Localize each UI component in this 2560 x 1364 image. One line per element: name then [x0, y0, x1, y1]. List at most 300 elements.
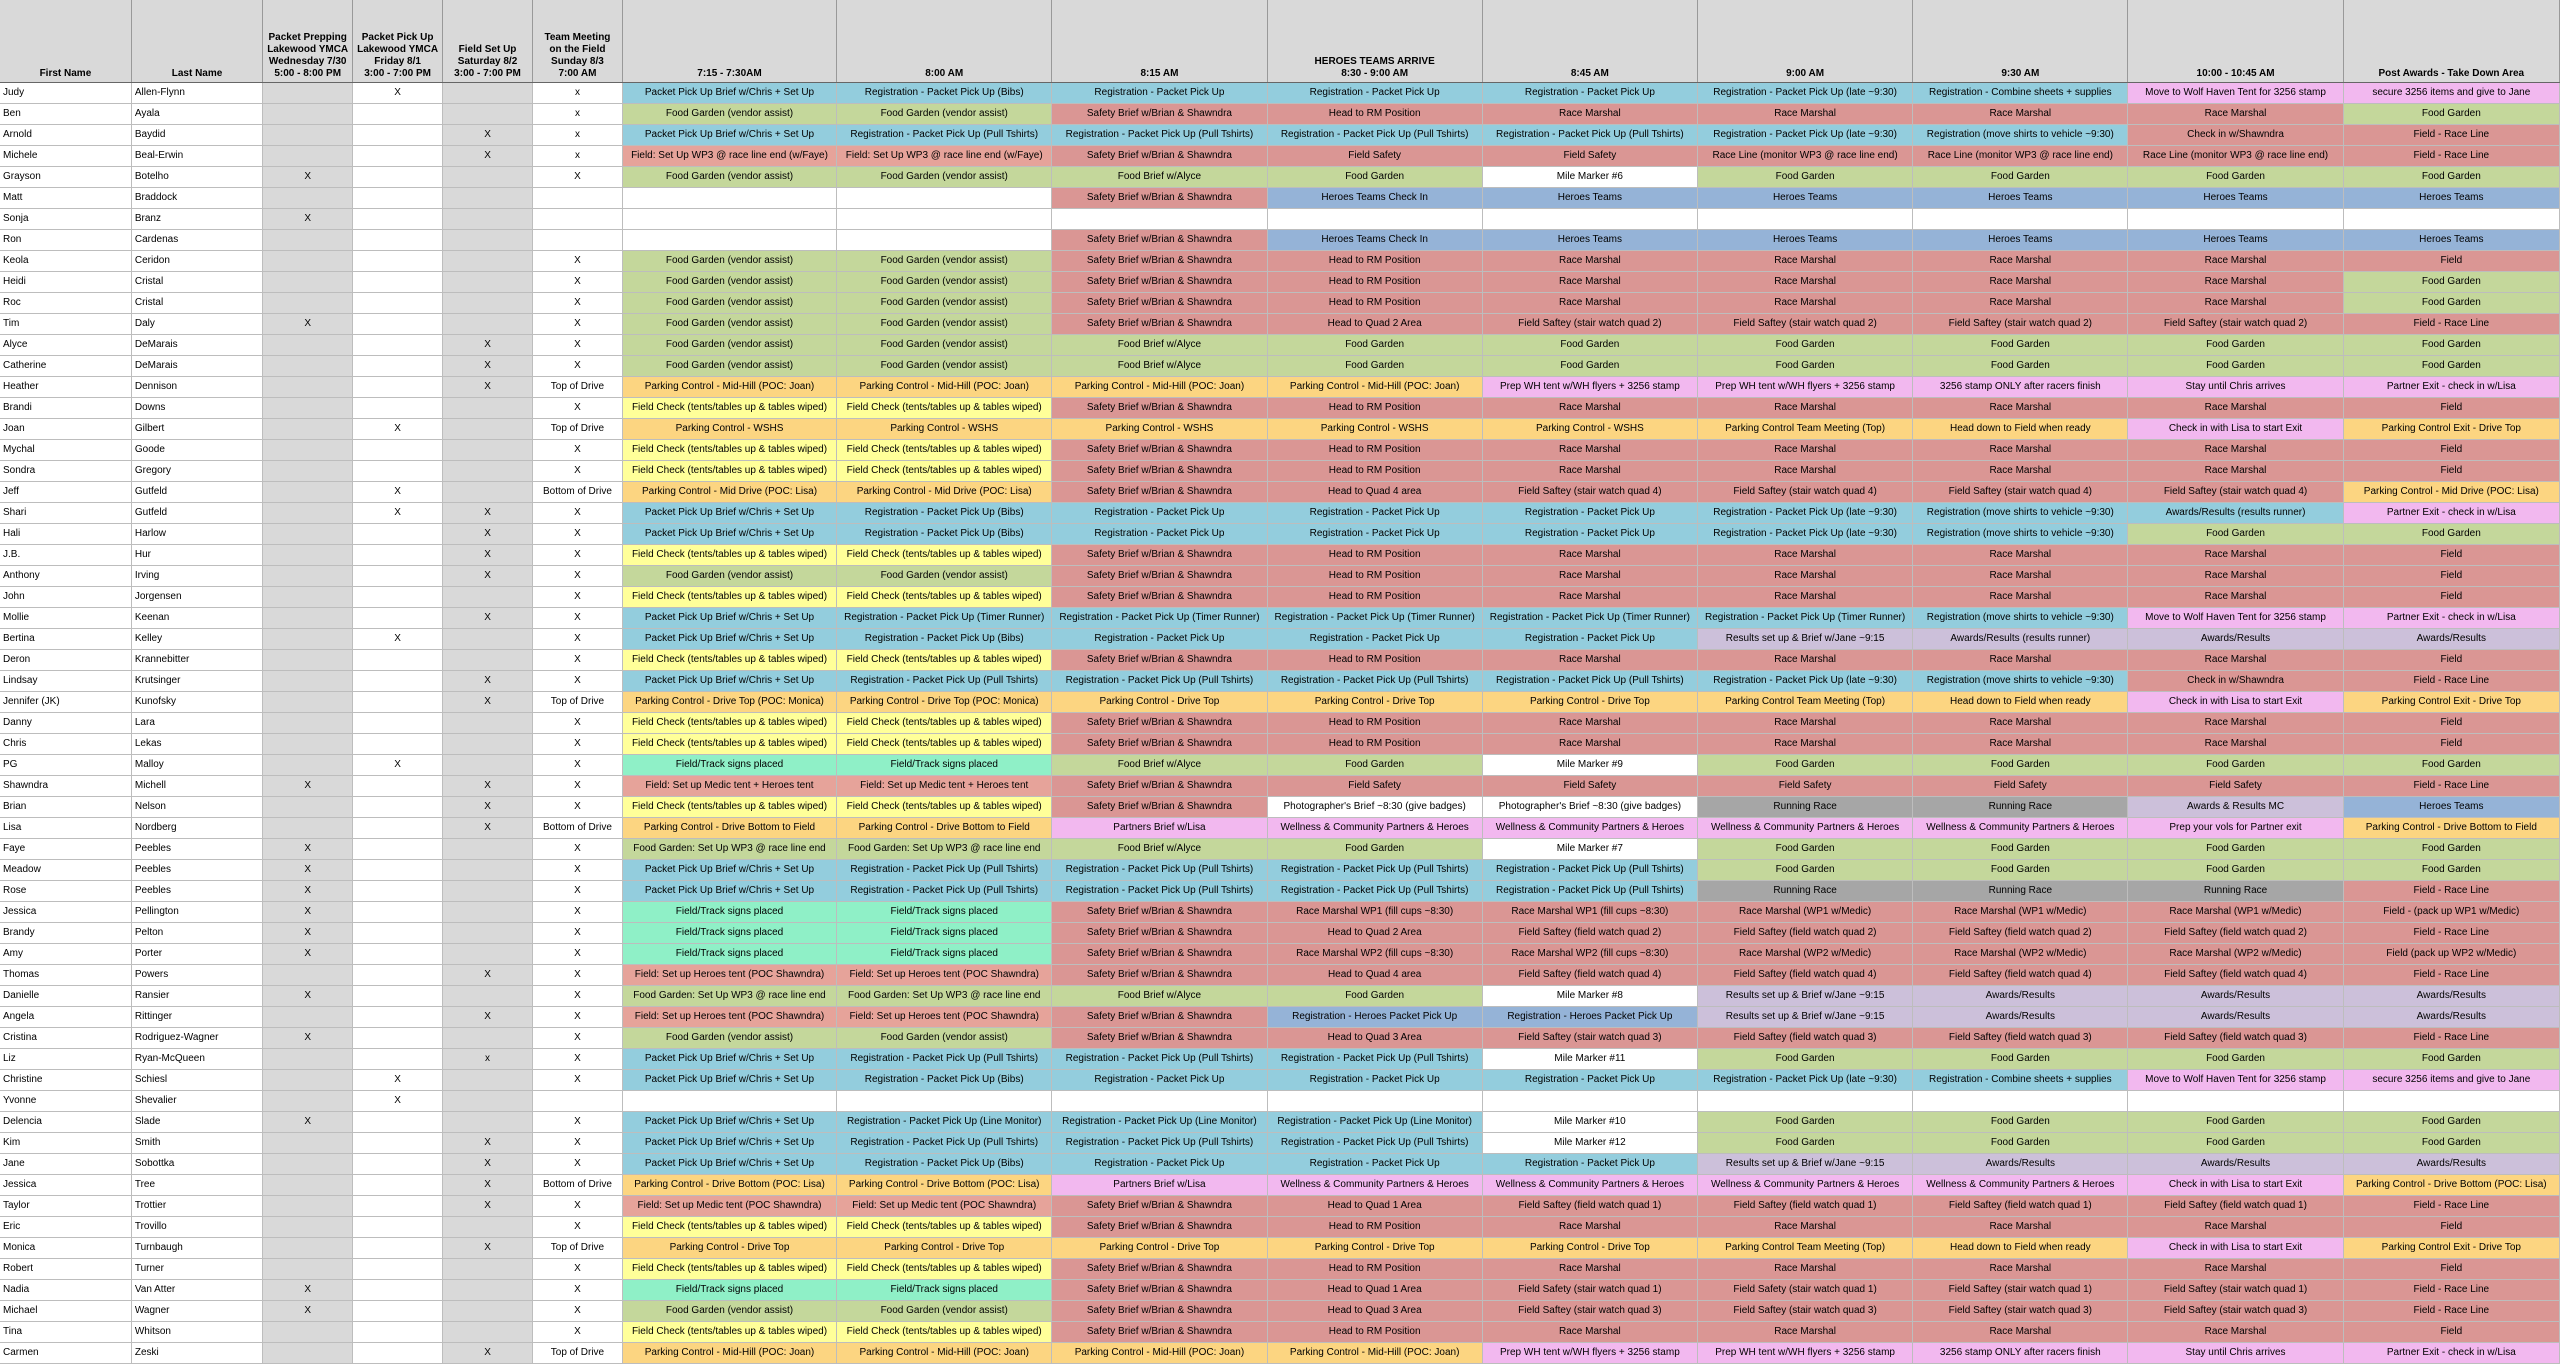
- cell-last-name[interactable]: Slade: [131, 1112, 262, 1133]
- cell-assignment-slot-4[interactable]: Head to RM Position: [1267, 587, 1482, 608]
- cell-first-name[interactable]: Shawndra: [0, 776, 131, 797]
- cell-assignment-slot-4[interactable]: Registration - Packet Pick Up (Pull Tshirts): [1267, 671, 1482, 692]
- cell-team-meeting[interactable]: [532, 209, 622, 230]
- cell-packet-pick-up[interactable]: [353, 1238, 443, 1259]
- cell-first-name[interactable]: Brandy: [0, 923, 131, 944]
- cell-assignment-slot-6[interactable]: [1697, 209, 1912, 230]
- cell-assignment-slot-1[interactable]: Food Garden: Set Up WP3 @ race line end: [622, 986, 836, 1007]
- cell-assignment-slot-9[interactable]: Food Garden: [2343, 1049, 2559, 1070]
- cell-assignment-slot-1[interactable]: Packet Pick Up Brief w/Chris + Set Up: [622, 881, 836, 902]
- cell-last-name[interactable]: Ryan-McQueen: [131, 1049, 262, 1070]
- cell-assignment-slot-7[interactable]: Race Marshal: [1913, 461, 2128, 482]
- cell-assignment-slot-2[interactable]: Field/Track signs placed: [837, 1280, 1052, 1301]
- cell-assignment-slot-4[interactable]: Head to Quad 4 area: [1267, 482, 1482, 503]
- cell-assignment-slot-7[interactable]: Awards/Results: [1913, 986, 2128, 1007]
- cell-packet-pick-up[interactable]: [353, 566, 443, 587]
- cell-packet-prepping[interactable]: [263, 818, 353, 839]
- cell-field-set-up[interactable]: [443, 902, 533, 923]
- cell-assignment-slot-4[interactable]: Field Safety: [1267, 776, 1482, 797]
- cell-assignment-slot-7[interactable]: Race Marshal: [1913, 587, 2128, 608]
- cell-team-meeting[interactable]: X: [532, 734, 622, 755]
- cell-assignment-slot-9[interactable]: Food Garden: [2343, 356, 2559, 377]
- cell-team-meeting[interactable]: X: [532, 902, 622, 923]
- cell-assignment-slot-7[interactable]: Race Marshal: [1913, 1259, 2128, 1280]
- cell-team-meeting[interactable]: [532, 1091, 622, 1112]
- cell-assignment-slot-3[interactable]: Parking Control - Drive Top: [1052, 692, 1267, 713]
- cell-packet-pick-up[interactable]: X: [353, 419, 443, 440]
- cell-packet-pick-up[interactable]: [353, 965, 443, 986]
- cell-last-name[interactable]: Trottier: [131, 1196, 262, 1217]
- cell-assignment-slot-5[interactable]: Parking Control - WSHS: [1482, 419, 1697, 440]
- cell-assignment-slot-5[interactable]: Registration - Packet Pick Up: [1482, 1154, 1697, 1175]
- cell-assignment-slot-9[interactable]: Field: [2343, 440, 2559, 461]
- cell-assignment-slot-8[interactable]: Awards/Results: [2128, 1007, 2343, 1028]
- cell-packet-pick-up[interactable]: [353, 797, 443, 818]
- cell-assignment-slot-3[interactable]: Partners Brief w/Lisa: [1052, 1175, 1267, 1196]
- cell-last-name[interactable]: Nordberg: [131, 818, 262, 839]
- cell-assignment-slot-7[interactable]: 3256 stamp ONLY after racers finish: [1913, 1343, 2128, 1364]
- cell-assignment-slot-8[interactable]: Food Garden: [2128, 755, 2343, 776]
- cell-last-name[interactable]: Harlow: [131, 524, 262, 545]
- cell-assignment-slot-8[interactable]: Move to Wolf Haven Tent for 3256 stamp: [2128, 608, 2343, 629]
- cell-field-set-up[interactable]: [443, 440, 533, 461]
- cell-assignment-slot-6[interactable]: Food Garden: [1697, 839, 1912, 860]
- cell-field-set-up[interactable]: [443, 482, 533, 503]
- cell-field-set-up[interactable]: X: [443, 1154, 533, 1175]
- cell-packet-prepping[interactable]: [263, 335, 353, 356]
- cell-assignment-slot-7[interactable]: Race Marshal: [1913, 251, 2128, 272]
- cell-assignment-slot-7[interactable]: Food Garden: [1913, 167, 2128, 188]
- cell-assignment-slot-7[interactable]: Head down to Field when ready: [1913, 1238, 2128, 1259]
- cell-assignment-slot-7[interactable]: Head down to Field when ready: [1913, 419, 2128, 440]
- cell-assignment-slot-2[interactable]: Registration - Packet Pick Up (Pull Tshirts): [837, 671, 1052, 692]
- cell-assignment-slot-3[interactable]: [1052, 209, 1267, 230]
- cell-packet-prepping[interactable]: X: [263, 1028, 353, 1049]
- cell-field-set-up[interactable]: [443, 860, 533, 881]
- cell-first-name[interactable]: Meadow: [0, 860, 131, 881]
- cell-team-meeting[interactable]: Top of Drive: [532, 1343, 622, 1364]
- cell-packet-prepping[interactable]: [263, 734, 353, 755]
- cell-packet-prepping[interactable]: [263, 1238, 353, 1259]
- cell-assignment-slot-6[interactable]: Race Marshal: [1697, 461, 1912, 482]
- cell-assignment-slot-8[interactable]: Check in with Lisa to start Exit: [2128, 1238, 2343, 1259]
- cell-assignment-slot-4[interactable]: Food Garden: [1267, 839, 1482, 860]
- cell-last-name[interactable]: Irving: [131, 566, 262, 587]
- cell-assignment-slot-8[interactable]: Race Marshal: [2128, 440, 2343, 461]
- cell-team-meeting[interactable]: X: [532, 1112, 622, 1133]
- cell-field-set-up[interactable]: X: [443, 566, 533, 587]
- cell-packet-pick-up[interactable]: [353, 230, 443, 251]
- cell-assignment-slot-4[interactable]: Food Garden: [1267, 167, 1482, 188]
- cell-assignment-slot-9[interactable]: Heroes Teams: [2343, 797, 2559, 818]
- cell-last-name[interactable]: Ransier: [131, 986, 262, 1007]
- cell-assignment-slot-1[interactable]: Field: Set Up WP3 @ race line end (w/Faye): [622, 146, 836, 167]
- cell-assignment-slot-6[interactable]: Food Garden: [1697, 860, 1912, 881]
- cell-assignment-slot-3[interactable]: Safety Brief w/Brian & Shawndra: [1052, 965, 1267, 986]
- cell-packet-prepping[interactable]: X: [263, 1301, 353, 1322]
- cell-assignment-slot-1[interactable]: Packet Pick Up Brief w/Chris + Set Up: [622, 125, 836, 146]
- cell-assignment-slot-5[interactable]: Race Marshal: [1482, 1259, 1697, 1280]
- cell-team-meeting[interactable]: X: [532, 1280, 622, 1301]
- cell-assignment-slot-1[interactable]: Parking Control - Drive Bottom (POC: Lisa): [622, 1175, 836, 1196]
- cell-assignment-slot-8[interactable]: Field Saftey (stair watch quad 3): [2128, 1301, 2343, 1322]
- cell-assignment-slot-3[interactable]: [1052, 1091, 1267, 1112]
- cell-first-name[interactable]: Michele: [0, 146, 131, 167]
- cell-assignment-slot-1[interactable]: Parking Control - Mid-Hill (POC: Joan): [622, 1343, 836, 1364]
- cell-assignment-slot-8[interactable]: Check in with Lisa to start Exit: [2128, 692, 2343, 713]
- cell-packet-pick-up[interactable]: [353, 251, 443, 272]
- cell-assignment-slot-2[interactable]: Field: Set up Heroes tent (POC Shawndra): [837, 965, 1052, 986]
- cell-assignment-slot-7[interactable]: Race Marshal: [1913, 545, 2128, 566]
- cell-assignment-slot-3[interactable]: Food Brief w/Alyce: [1052, 356, 1267, 377]
- cell-assignment-slot-6[interactable]: Wellness & Community Partners & Heroes: [1697, 1175, 1912, 1196]
- cell-assignment-slot-9[interactable]: Field: [2343, 650, 2559, 671]
- cell-assignment-slot-9[interactable]: Field: [2343, 713, 2559, 734]
- cell-assignment-slot-5[interactable]: Field Saftey (field watch quad 2): [1482, 923, 1697, 944]
- cell-assignment-slot-6[interactable]: Results set up & Brief w/Jane ~9:15: [1697, 1007, 1912, 1028]
- cell-assignment-slot-9[interactable]: Field - Race Line: [2343, 1280, 2559, 1301]
- cell-assignment-slot-1[interactable]: Packet Pick Up Brief w/Chris + Set Up: [622, 671, 836, 692]
- cell-assignment-slot-7[interactable]: Registration (move shirts to vehicle ~9:30): [1913, 125, 2128, 146]
- cell-assignment-slot-7[interactable]: Heroes Teams: [1913, 230, 2128, 251]
- cell-assignment-slot-1[interactable]: Parking Control - Drive Top: [622, 1238, 836, 1259]
- cell-packet-pick-up[interactable]: [353, 188, 443, 209]
- cell-first-name[interactable]: Eric: [0, 1217, 131, 1238]
- cell-last-name[interactable]: Cristal: [131, 272, 262, 293]
- cell-assignment-slot-3[interactable]: Parking Control - Mid-Hill (POC: Joan): [1052, 1343, 1267, 1364]
- cell-packet-prepping[interactable]: [263, 608, 353, 629]
- cell-assignment-slot-3[interactable]: Safety Brief w/Brian & Shawndra: [1052, 1196, 1267, 1217]
- cell-packet-prepping[interactable]: [263, 545, 353, 566]
- cell-field-set-up[interactable]: [443, 587, 533, 608]
- cell-packet-pick-up[interactable]: [353, 167, 443, 188]
- cell-assignment-slot-5[interactable]: Race Marshal: [1482, 251, 1697, 272]
- cell-last-name[interactable]: Porter: [131, 944, 262, 965]
- cell-assignment-slot-9[interactable]: Food Garden: [2343, 293, 2559, 314]
- cell-assignment-slot-8[interactable]: Race Marshal: [2128, 293, 2343, 314]
- cell-assignment-slot-3[interactable]: Safety Brief w/Brian & Shawndra: [1052, 482, 1267, 503]
- cell-assignment-slot-8[interactable]: Race Marshal: [2128, 1259, 2343, 1280]
- cell-assignment-slot-5[interactable]: Registration - Packet Pick Up: [1482, 83, 1697, 104]
- cell-team-meeting[interactable]: X: [532, 608, 622, 629]
- cell-assignment-slot-6[interactable]: Race Marshal: [1697, 1259, 1912, 1280]
- cell-assignment-slot-7[interactable]: Food Garden: [1913, 1049, 2128, 1070]
- cell-assignment-slot-6[interactable]: Race Marshal: [1697, 1322, 1912, 1343]
- cell-last-name[interactable]: Kelley: [131, 629, 262, 650]
- cell-assignment-slot-2[interactable]: Parking Control - Mid-Hill (POC: Joan): [837, 377, 1052, 398]
- cell-assignment-slot-5[interactable]: Parking Control - Drive Top: [1482, 692, 1697, 713]
- cell-assignment-slot-3[interactable]: Registration - Packet Pick Up: [1052, 1070, 1267, 1091]
- cell-assignment-slot-5[interactable]: Registration - Packet Pick Up: [1482, 1070, 1697, 1091]
- cell-assignment-slot-3[interactable]: Safety Brief w/Brian & Shawndra: [1052, 272, 1267, 293]
- cell-assignment-slot-5[interactable]: Registration - Packet Pick Up (Pull Tshirts): [1482, 125, 1697, 146]
- cell-field-set-up[interactable]: [443, 188, 533, 209]
- cell-assignment-slot-5[interactable]: Race Marshal: [1482, 713, 1697, 734]
- cell-packet-prepping[interactable]: X: [263, 881, 353, 902]
- cell-assignment-slot-8[interactable]: Heroes Teams: [2128, 188, 2343, 209]
- cell-assignment-slot-9[interactable]: Parking Control Exit - Drive Top: [2343, 1238, 2559, 1259]
- cell-assignment-slot-8[interactable]: Food Garden: [2128, 860, 2343, 881]
- cell-assignment-slot-4[interactable]: Wellness & Community Partners & Heroes: [1267, 1175, 1482, 1196]
- cell-field-set-up[interactable]: [443, 650, 533, 671]
- cell-assignment-slot-1[interactable]: Packet Pick Up Brief w/Chris + Set Up: [622, 629, 836, 650]
- cell-assignment-slot-1[interactable]: Packet Pick Up Brief w/Chris + Set Up: [622, 83, 836, 104]
- cell-assignment-slot-4[interactable]: Registration - Packet Pick Up: [1267, 524, 1482, 545]
- cell-field-set-up[interactable]: [443, 881, 533, 902]
- cell-assignment-slot-6[interactable]: Field Saftey (field watch quad 3): [1697, 1028, 1912, 1049]
- cell-assignment-slot-4[interactable]: Head to Quad 3 Area: [1267, 1301, 1482, 1322]
- cell-assignment-slot-4[interactable]: Head to RM Position: [1267, 1322, 1482, 1343]
- cell-assignment-slot-2[interactable]: Field: Set up Heroes tent (POC Shawndra): [837, 1007, 1052, 1028]
- cell-assignment-slot-2[interactable]: Field Check (tents/tables up & tables wiped): [837, 398, 1052, 419]
- cell-field-set-up[interactable]: [443, 629, 533, 650]
- cell-first-name[interactable]: Tina: [0, 1322, 131, 1343]
- header-slot-6[interactable]: [1697, 0, 1912, 83]
- cell-packet-pick-up[interactable]: [353, 671, 443, 692]
- cell-packet-prepping[interactable]: [263, 671, 353, 692]
- cell-team-meeting[interactable]: X: [532, 356, 622, 377]
- cell-assignment-slot-1[interactable]: Packet Pick Up Brief w/Chris + Set Up: [622, 1154, 836, 1175]
- cell-packet-pick-up[interactable]: [353, 209, 443, 230]
- cell-assignment-slot-5[interactable]: Registration - Packet Pick Up: [1482, 629, 1697, 650]
- cell-packet-pick-up[interactable]: X: [353, 629, 443, 650]
- cell-assignment-slot-5[interactable]: Race Marshal: [1482, 545, 1697, 566]
- cell-packet-prepping[interactable]: [263, 1175, 353, 1196]
- cell-assignment-slot-7[interactable]: Wellness & Community Partners & Heroes: [1913, 818, 2128, 839]
- cell-team-meeting[interactable]: X: [532, 1049, 622, 1070]
- cell-assignment-slot-1[interactable]: Packet Pick Up Brief w/Chris + Set Up: [622, 524, 836, 545]
- cell-assignment-slot-8[interactable]: Awards/Results (results runner): [2128, 503, 2343, 524]
- cell-packet-pick-up[interactable]: [353, 314, 443, 335]
- cell-first-name[interactable]: Cristina: [0, 1028, 131, 1049]
- cell-packet-pick-up[interactable]: [353, 398, 443, 419]
- cell-assignment-slot-8[interactable]: Race Marshal: [2128, 713, 2343, 734]
- cell-team-meeting[interactable]: X: [532, 1007, 622, 1028]
- cell-assignment-slot-1[interactable]: Packet Pick Up Brief w/Chris + Set Up: [622, 1070, 836, 1091]
- cell-packet-prepping[interactable]: [263, 440, 353, 461]
- cell-assignment-slot-9[interactable]: Field: [2343, 1322, 2559, 1343]
- cell-assignment-slot-1[interactable]: [622, 188, 836, 209]
- cell-assignment-slot-1[interactable]: Field/Track signs placed: [622, 1280, 836, 1301]
- cell-packet-prepping[interactable]: X: [263, 923, 353, 944]
- cell-packet-prepping[interactable]: [263, 1196, 353, 1217]
- cell-first-name[interactable]: Robert: [0, 1259, 131, 1280]
- cell-first-name[interactable]: J.B.: [0, 545, 131, 566]
- cell-assignment-slot-5[interactable]: Race Marshal: [1482, 1217, 1697, 1238]
- cell-packet-pick-up[interactable]: [353, 650, 443, 671]
- cell-first-name[interactable]: Heidi: [0, 272, 131, 293]
- cell-assignment-slot-4[interactable]: Registration - Packet Pick Up: [1267, 1154, 1482, 1175]
- cell-assignment-slot-5[interactable]: Race Marshal: [1482, 734, 1697, 755]
- cell-field-set-up[interactable]: [443, 1091, 533, 1112]
- cell-assignment-slot-1[interactable]: Field/Track signs placed: [622, 944, 836, 965]
- cell-assignment-slot-6[interactable]: Race Marshal (WP1 w/Medic): [1697, 902, 1912, 923]
- cell-assignment-slot-7[interactable]: Race Marshal: [1913, 566, 2128, 587]
- cell-assignment-slot-6[interactable]: [1697, 1091, 1912, 1112]
- cell-assignment-slot-9[interactable]: Food Garden: [2343, 335, 2559, 356]
- cell-assignment-slot-5[interactable]: Field Saftey (stair watch quad 3): [1482, 1301, 1697, 1322]
- cell-assignment-slot-1[interactable]: Food Garden (vendor assist): [622, 104, 836, 125]
- cell-assignment-slot-8[interactable]: Race Marshal: [2128, 104, 2343, 125]
- cell-assignment-slot-3[interactable]: Safety Brief w/Brian & Shawndra: [1052, 461, 1267, 482]
- cell-packet-pick-up[interactable]: [353, 1301, 443, 1322]
- cell-assignment-slot-6[interactable]: Registration - Packet Pick Up (late ~9:30): [1697, 524, 1912, 545]
- cell-assignment-slot-4[interactable]: [1267, 209, 1482, 230]
- cell-packet-prepping[interactable]: [263, 461, 353, 482]
- cell-first-name[interactable]: Carmen: [0, 1343, 131, 1364]
- cell-team-meeting[interactable]: X: [532, 839, 622, 860]
- cell-assignment-slot-4[interactable]: Head to RM Position: [1267, 734, 1482, 755]
- cell-field-set-up[interactable]: [443, 314, 533, 335]
- cell-assignment-slot-1[interactable]: Field Check (tents/tables up & tables wiped): [622, 713, 836, 734]
- cell-first-name[interactable]: PG: [0, 755, 131, 776]
- cell-assignment-slot-5[interactable]: Field Saftey (stair watch quad 3): [1482, 1028, 1697, 1049]
- cell-assignment-slot-3[interactable]: Safety Brief w/Brian & Shawndra: [1052, 902, 1267, 923]
- cell-assignment-slot-2[interactable]: Field Check (tents/tables up & tables wiped): [837, 1259, 1052, 1280]
- cell-field-set-up[interactable]: [443, 398, 533, 419]
- cell-assignment-slot-9[interactable]: Awards/Results: [2343, 986, 2559, 1007]
- cell-assignment-slot-6[interactable]: Race Marshal: [1697, 398, 1912, 419]
- cell-assignment-slot-5[interactable]: Race Marshal: [1482, 293, 1697, 314]
- cell-team-meeting[interactable]: X: [532, 1028, 622, 1049]
- cell-assignment-slot-9[interactable]: secure 3256 items and give to Jane: [2343, 83, 2559, 104]
- cell-first-name[interactable]: Heather: [0, 377, 131, 398]
- cell-assignment-slot-6[interactable]: Food Garden: [1697, 335, 1912, 356]
- cell-team-meeting[interactable]: X: [532, 1196, 622, 1217]
- cell-assignment-slot-3[interactable]: Safety Brief w/Brian & Shawndra: [1052, 545, 1267, 566]
- cell-assignment-slot-5[interactable]: Field Safety (stair watch quad 1): [1482, 1280, 1697, 1301]
- cell-assignment-slot-2[interactable]: Food Garden (vendor assist): [837, 104, 1052, 125]
- cell-assignment-slot-5[interactable]: [1482, 209, 1697, 230]
- cell-assignment-slot-3[interactable]: Safety Brief w/Brian & Shawndra: [1052, 293, 1267, 314]
- cell-assignment-slot-2[interactable]: Field/Track signs placed: [837, 902, 1052, 923]
- cell-team-meeting[interactable]: Bottom of Drive: [532, 482, 622, 503]
- cell-assignment-slot-5[interactable]: Registration - Packet Pick Up: [1482, 503, 1697, 524]
- cell-packet-prepping[interactable]: [263, 587, 353, 608]
- cell-assignment-slot-8[interactable]: Check in with Lisa to start Exit: [2128, 1175, 2343, 1196]
- cell-assignment-slot-6[interactable]: Race Marshal: [1697, 587, 1912, 608]
- cell-team-meeting[interactable]: X: [532, 860, 622, 881]
- cell-assignment-slot-6[interactable]: Registration - Packet Pick Up (late ~9:30): [1697, 83, 1912, 104]
- cell-assignment-slot-7[interactable]: Food Garden: [1913, 839, 2128, 860]
- cell-packet-pick-up[interactable]: [353, 335, 443, 356]
- cell-first-name[interactable]: Brandi: [0, 398, 131, 419]
- cell-first-name[interactable]: Arnold: [0, 125, 131, 146]
- cell-assignment-slot-6[interactable]: Field Safety (stair watch quad 1): [1697, 1280, 1912, 1301]
- cell-assignment-slot-4[interactable]: Head to RM Position: [1267, 1259, 1482, 1280]
- cell-packet-pick-up[interactable]: X: [353, 83, 443, 104]
- cell-assignment-slot-3[interactable]: Safety Brief w/Brian & Shawndra: [1052, 1301, 1267, 1322]
- cell-first-name[interactable]: John: [0, 587, 131, 608]
- header-slot-8[interactable]: [2128, 0, 2343, 83]
- cell-assignment-slot-2[interactable]: Field Check (tents/tables up & tables wiped): [837, 461, 1052, 482]
- cell-assignment-slot-6[interactable]: Field Saftey (stair watch quad 4): [1697, 482, 1912, 503]
- cell-assignment-slot-7[interactable]: Race Marshal: [1913, 713, 2128, 734]
- cell-assignment-slot-2[interactable]: Field Check (tents/tables up & tables wiped): [837, 1217, 1052, 1238]
- cell-packet-pick-up[interactable]: [353, 1049, 443, 1070]
- cell-first-name[interactable]: Mychal: [0, 440, 131, 461]
- cell-team-meeting[interactable]: X: [532, 314, 622, 335]
- cell-assignment-slot-8[interactable]: Running Race: [2128, 881, 2343, 902]
- cell-assignment-slot-8[interactable]: Race Marshal: [2128, 1217, 2343, 1238]
- cell-assignment-slot-1[interactable]: Field: Set up Medic tent (POC Shawndra): [622, 1196, 836, 1217]
- cell-first-name[interactable]: Grayson: [0, 167, 131, 188]
- cell-assignment-slot-7[interactable]: Food Garden: [1913, 335, 2128, 356]
- cell-assignment-slot-7[interactable]: Race Marshal (WP1 w/Medic): [1913, 902, 2128, 923]
- cell-assignment-slot-6[interactable]: Food Garden: [1697, 1133, 1912, 1154]
- cell-team-meeting[interactable]: X: [532, 524, 622, 545]
- cell-packet-prepping[interactable]: [263, 1049, 353, 1070]
- cell-packet-prepping[interactable]: [263, 692, 353, 713]
- cell-last-name[interactable]: Wagner: [131, 1301, 262, 1322]
- cell-assignment-slot-6[interactable]: Food Garden: [1697, 755, 1912, 776]
- cell-assignment-slot-9[interactable]: [2343, 209, 2559, 230]
- cell-assignment-slot-5[interactable]: Race Marshal: [1482, 398, 1697, 419]
- cell-assignment-slot-2[interactable]: Registration - Packet Pick Up (Bibs): [837, 1070, 1052, 1091]
- cell-assignment-slot-4[interactable]: Parking Control - Drive Top: [1267, 692, 1482, 713]
- cell-assignment-slot-8[interactable]: Field Saftey (field watch quad 1): [2128, 1196, 2343, 1217]
- cell-field-set-up[interactable]: X: [443, 356, 533, 377]
- cell-assignment-slot-2[interactable]: Registration - Packet Pick Up (Pull Tshirts): [837, 860, 1052, 881]
- cell-assignment-slot-5[interactable]: Registration - Heroes Packet Pick Up: [1482, 1007, 1697, 1028]
- cell-assignment-slot-1[interactable]: Food Garden (vendor assist): [622, 314, 836, 335]
- cell-assignment-slot-3[interactable]: Registration - Packet Pick Up (Pull Tshirts): [1052, 1049, 1267, 1070]
- cell-first-name[interactable]: Lindsay: [0, 671, 131, 692]
- cell-assignment-slot-4[interactable]: Race Marshal WP1 (fill cups ~8:30): [1267, 902, 1482, 923]
- cell-assignment-slot-8[interactable]: Food Garden: [2128, 839, 2343, 860]
- cell-assignment-slot-4[interactable]: Parking Control - Mid-Hill (POC: Joan): [1267, 377, 1482, 398]
- cell-field-set-up[interactable]: [443, 839, 533, 860]
- cell-assignment-slot-6[interactable]: Food Garden: [1697, 1112, 1912, 1133]
- cell-team-meeting[interactable]: X: [532, 629, 622, 650]
- cell-packet-pick-up[interactable]: [353, 1028, 443, 1049]
- cell-first-name[interactable]: Keola: [0, 251, 131, 272]
- cell-packet-pick-up[interactable]: [353, 1133, 443, 1154]
- cell-assignment-slot-7[interactable]: Registration (move shirts to vehicle ~9:30): [1913, 503, 2128, 524]
- cell-field-set-up[interactable]: [443, 1301, 533, 1322]
- cell-assignment-slot-9[interactable]: Food Garden: [2343, 1133, 2559, 1154]
- cell-assignment-slot-4[interactable]: Parking Control - WSHS: [1267, 419, 1482, 440]
- cell-assignment-slot-3[interactable]: Safety Brief w/Brian & Shawndra: [1052, 650, 1267, 671]
- cell-assignment-slot-2[interactable]: Field/Track signs placed: [837, 923, 1052, 944]
- cell-assignment-slot-8[interactable]: [2128, 209, 2343, 230]
- cell-field-set-up[interactable]: X: [443, 1343, 533, 1364]
- cell-assignment-slot-8[interactable]: Race Marshal (WP2 w/Medic): [2128, 944, 2343, 965]
- cell-assignment-slot-8[interactable]: Food Garden: [2128, 356, 2343, 377]
- cell-assignment-slot-4[interactable]: Registration - Packet Pick Up: [1267, 629, 1482, 650]
- cell-assignment-slot-2[interactable]: Field: Set Up WP3 @ race line end (w/Faye): [837, 146, 1052, 167]
- cell-assignment-slot-5[interactable]: Heroes Teams: [1482, 188, 1697, 209]
- cell-assignment-slot-6[interactable]: Parking Control Team Meeting (Top): [1697, 692, 1912, 713]
- cell-assignment-slot-1[interactable]: Field Check (tents/tables up & tables wiped): [622, 734, 836, 755]
- cell-assignment-slot-8[interactable]: Race Marshal: [2128, 272, 2343, 293]
- cell-assignment-slot-3[interactable]: Safety Brief w/Brian & Shawndra: [1052, 398, 1267, 419]
- cell-assignment-slot-9[interactable]: Field - Race Line: [2343, 881, 2559, 902]
- cell-assignment-slot-2[interactable]: Food Garden (vendor assist): [837, 272, 1052, 293]
- cell-last-name[interactable]: Peebles: [131, 881, 262, 902]
- cell-packet-prepping[interactable]: [263, 482, 353, 503]
- cell-assignment-slot-8[interactable]: Awards & Results MC: [2128, 797, 2343, 818]
- cell-assignment-slot-9[interactable]: Field - Race Line: [2343, 671, 2559, 692]
- cell-assignment-slot-3[interactable]: Registration - Packet Pick Up: [1052, 503, 1267, 524]
- cell-assignment-slot-8[interactable]: Race Marshal: [2128, 566, 2343, 587]
- cell-packet-pick-up[interactable]: [353, 818, 443, 839]
- cell-packet-pick-up[interactable]: X: [353, 755, 443, 776]
- cell-assignment-slot-4[interactable]: Wellness & Community Partners & Heroes: [1267, 818, 1482, 839]
- cell-packet-prepping[interactable]: X: [263, 209, 353, 230]
- cell-last-name[interactable]: Gutfeld: [131, 503, 262, 524]
- cell-last-name[interactable]: Gutfeld: [131, 482, 262, 503]
